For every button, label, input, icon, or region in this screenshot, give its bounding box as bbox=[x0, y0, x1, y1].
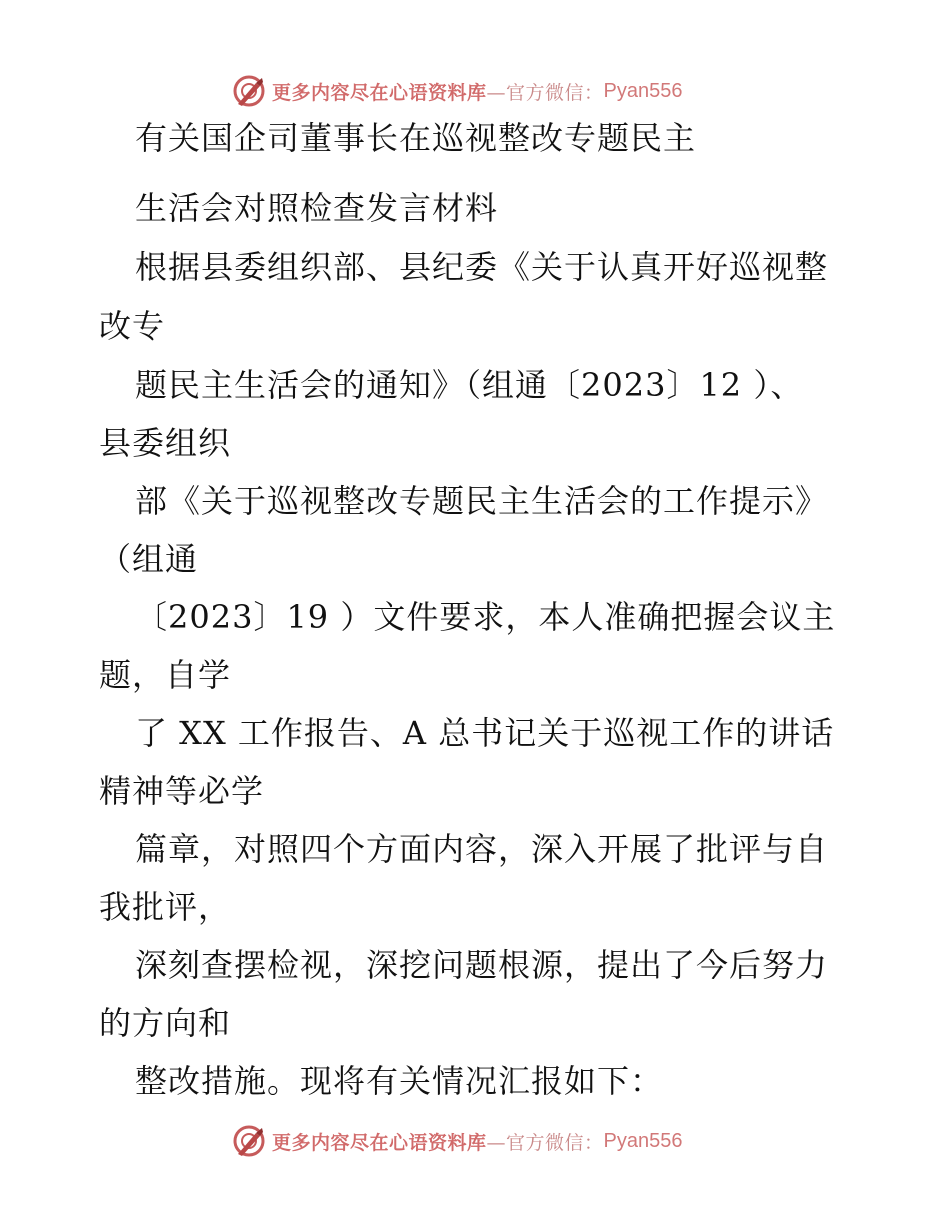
watermark-wechat-id: Pyan556 bbox=[603, 79, 683, 102]
brush-logo-icon bbox=[232, 1124, 266, 1158]
paragraph-line: （组通 bbox=[99, 540, 199, 578]
footer-watermark bbox=[232, 1124, 683, 1158]
watermark-wechat-id: Pyan556 bbox=[603, 1129, 683, 1152]
paragraph-line: 部《关于巡视整改专题民主生活会的工作提示》 bbox=[135, 482, 829, 520]
watermark-brand-text: 更多内容尽在心语资料库 bbox=[272, 81, 487, 104]
paragraph-line: 整改措施。现将有关情况汇报如下： bbox=[135, 1062, 664, 1100]
paragraph-line: 题民主生活会的通知》（组通〔2023〕12 ）、 bbox=[135, 366, 804, 404]
paragraph-line: 根据县委组织部、县纪委《关于认真开好巡视整 bbox=[135, 248, 829, 286]
paragraph-line: 深刻查摆检视，深挖问题根源，提出了今后努力 bbox=[135, 946, 829, 984]
paragraph-line: 县委组织 bbox=[99, 424, 232, 462]
paragraph-line: 了 XX 工作报告、A 总书记关于巡视工作的讲话 bbox=[135, 714, 835, 752]
paragraph-line: 我批评， bbox=[99, 888, 232, 926]
brush-logo-icon bbox=[232, 74, 266, 108]
watermark-official-label: —官方微信： bbox=[486, 81, 604, 104]
paragraph-line: 篇章，对照四个方面内容，深入开展了批评与自 bbox=[135, 830, 829, 868]
paragraph-line: 精神等必学 bbox=[99, 772, 265, 810]
paragraph-line: 的方向和 bbox=[99, 1004, 232, 1042]
paragraph-line: 题，自学 bbox=[99, 656, 232, 694]
watermark-brand-text: 更多内容尽在心语资料库 bbox=[272, 1131, 487, 1154]
document-title-line-1: 有关国企司董事长在巡视整改专题民主 bbox=[135, 119, 697, 157]
document-title-line-2: 生活会对照检查发言材料 bbox=[135, 189, 499, 227]
header-watermark bbox=[232, 74, 683, 108]
watermark-official-label: —官方微信： bbox=[486, 1131, 604, 1154]
paragraph-line: 〔2023〕19 ）文件要求，本人准确把握会议主 bbox=[135, 598, 836, 636]
paragraph-line: 改专 bbox=[99, 307, 166, 345]
